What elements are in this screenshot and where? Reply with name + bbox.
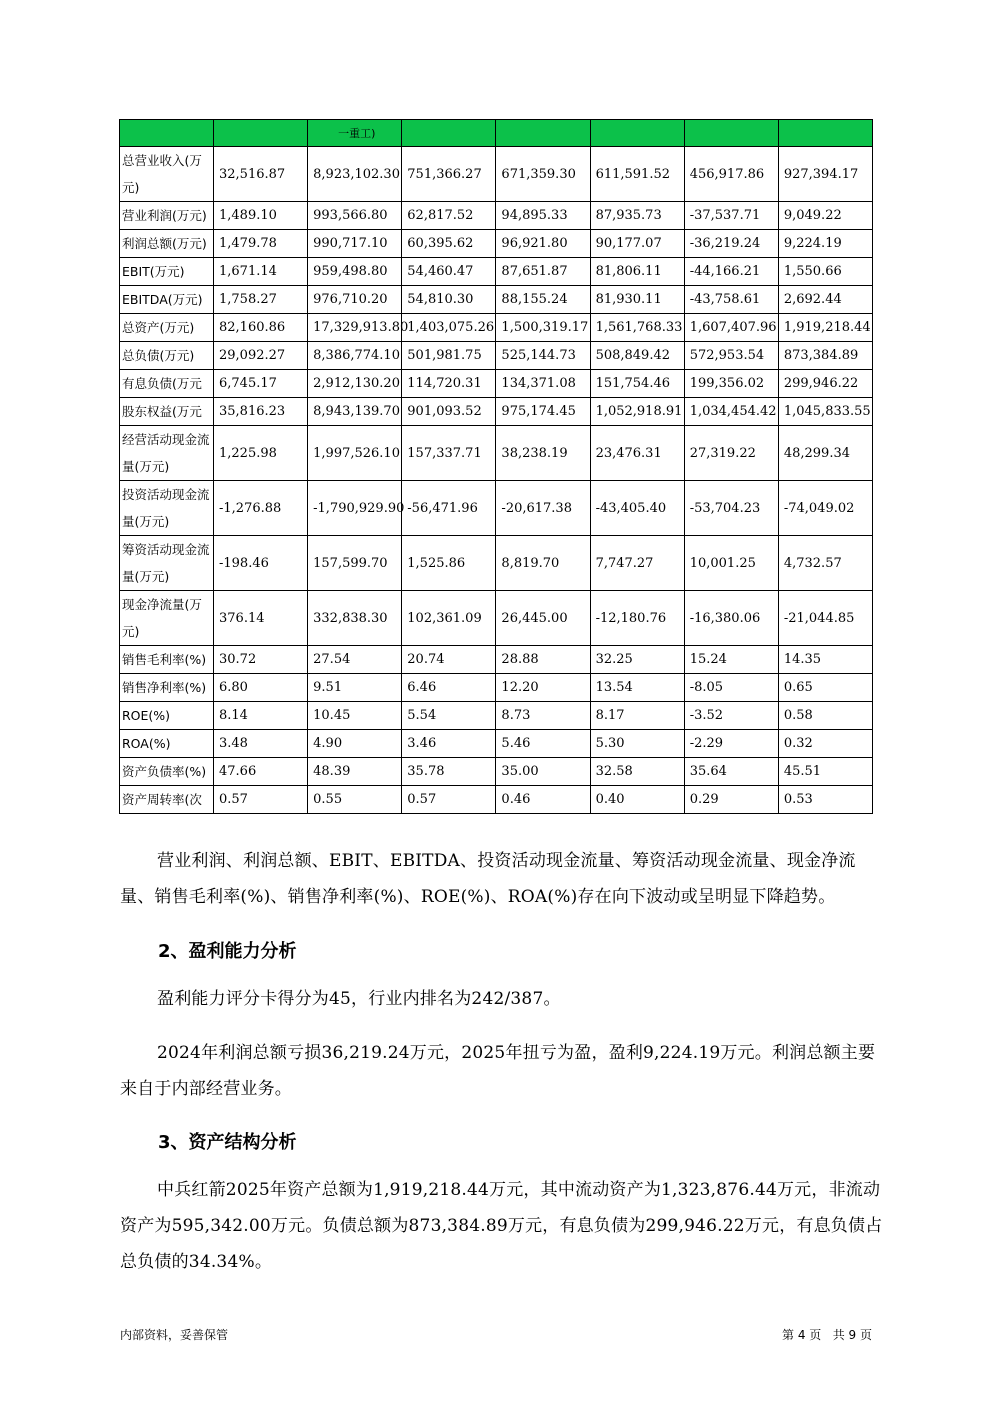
row-label: 营业利润(万元) xyxy=(120,202,214,230)
table-cell: 1,607,407.96 xyxy=(684,314,778,342)
table-cell: 27,319.22 xyxy=(684,426,778,481)
table-cell: 88,155.24 xyxy=(496,286,590,314)
table-cell: -198.46 xyxy=(214,536,308,591)
table-cell: 5.54 xyxy=(402,702,496,730)
table-cell: 1,500,319.17 xyxy=(496,314,590,342)
row-label: 股东权益(万元 xyxy=(120,398,214,426)
table-cell: 8.14 xyxy=(214,702,308,730)
table-row xyxy=(120,786,873,814)
table-cell: 12.20 xyxy=(496,674,590,702)
table-cell: 508,849.42 xyxy=(590,342,684,370)
table-cell: 30.72 xyxy=(214,646,308,674)
table-cell: 114,720.31 xyxy=(402,370,496,398)
table-cell: 1,489.10 xyxy=(214,202,308,230)
table-cell: 8.17 xyxy=(590,702,684,730)
table-cell: 959,498.80 xyxy=(308,258,402,286)
table-row xyxy=(120,286,873,314)
table-cell: 4.90 xyxy=(308,730,402,758)
table-cell: 525,144.73 xyxy=(496,342,590,370)
table-cell: 993,566.80 xyxy=(308,202,402,230)
table-cell: 4,732.57 xyxy=(778,536,872,591)
row-label: 总负债(万元) xyxy=(120,342,214,370)
table-cell: 3.46 xyxy=(402,730,496,758)
table-cell: 0.65 xyxy=(778,674,872,702)
table-cell: 35.00 xyxy=(496,758,590,786)
row-label: 资产负债率(%) xyxy=(120,758,214,786)
table-cell: 151,754.46 xyxy=(590,370,684,398)
table-cell: 0.29 xyxy=(684,786,778,814)
table-cell: 35.78 xyxy=(402,758,496,786)
table-cell: -16,380.06 xyxy=(684,591,778,646)
table-cell: 572,953.54 xyxy=(684,342,778,370)
table-cell: 1,034,454.42 xyxy=(684,398,778,426)
table-cell: 47.66 xyxy=(214,758,308,786)
row-label: 现金净流量(万元) xyxy=(120,591,214,646)
row-label: 筹资活动现金流量(万元) xyxy=(120,536,214,591)
table-row xyxy=(120,370,873,398)
table-cell: 29,092.27 xyxy=(214,342,308,370)
row-label: ROE(%) xyxy=(120,702,214,730)
table-cell: 1,997,526.10 xyxy=(308,426,402,481)
table-header-cell xyxy=(402,120,496,147)
table-row xyxy=(120,230,873,258)
table-row xyxy=(120,481,873,536)
table-cell: -43,405.40 xyxy=(590,481,684,536)
row-label: EBIT(万元) xyxy=(120,258,214,286)
table-cell: -74,049.02 xyxy=(778,481,872,536)
row-label: 利润总额(万元) xyxy=(120,230,214,258)
table-cell: 0.57 xyxy=(214,786,308,814)
table-header-cell xyxy=(778,120,872,147)
table-cell: 0.57 xyxy=(402,786,496,814)
table-row xyxy=(120,674,873,702)
table-cell: 87,651.87 xyxy=(496,258,590,286)
table-row xyxy=(120,342,873,370)
row-label: EBITDA(万元) xyxy=(120,286,214,314)
table-cell: 15.24 xyxy=(684,646,778,674)
table-cell: 54,810.30 xyxy=(402,286,496,314)
table-cell: 8,386,774.10 xyxy=(308,342,402,370)
row-label: 总资产(万元) xyxy=(120,314,214,342)
table-row xyxy=(120,591,873,646)
profitability-score-text: 盈利能力评分卡得分为45，行业内排名为242/387。 xyxy=(157,989,561,1009)
table-cell: 1,561,768.33 xyxy=(590,314,684,342)
table-cell: 3.48 xyxy=(214,730,308,758)
table-cell: 975,174.45 xyxy=(496,398,590,426)
table-cell: -36,219.24 xyxy=(684,230,778,258)
table-header-cell xyxy=(684,120,778,147)
table-cell: 501,981.75 xyxy=(402,342,496,370)
table-header-cell xyxy=(590,120,684,147)
table-cell: 9.51 xyxy=(308,674,402,702)
table-row xyxy=(120,202,873,230)
table-cell: 90,177.07 xyxy=(590,230,684,258)
section-heading-asset-structure: 3、资产结构分析 xyxy=(158,1132,297,1153)
table-cell: 376.14 xyxy=(214,591,308,646)
summary-text: 营业利润、利润总额、EBIT、EBITDA、投资活动现金流量、筹资活动现金流量、现金净流量、销售毛利率(%)、销售净利率(%)、ROE(%)、ROA(%)存在向下波动或呈明显下降趋势。 xyxy=(120,851,856,907)
table-cell: 6,745.17 xyxy=(214,370,308,398)
table-cell: 0.40 xyxy=(590,786,684,814)
table-cell: 611,591.52 xyxy=(590,147,684,202)
table-row xyxy=(120,426,873,481)
table-cell: -43,758.61 xyxy=(684,286,778,314)
table-row xyxy=(120,314,873,342)
table-cell: 94,895.33 xyxy=(496,202,590,230)
table-cell: 2,692.44 xyxy=(778,286,872,314)
table-cell: 1,045,833.55 xyxy=(778,398,872,426)
table-cell: 873,384.89 xyxy=(778,342,872,370)
row-label: 经营活动现金流量(万元) xyxy=(120,426,214,481)
table-cell: 1,225.98 xyxy=(214,426,308,481)
table-cell: 1,525.86 xyxy=(402,536,496,591)
table-cell: 901,093.52 xyxy=(402,398,496,426)
asset-structure-text: 中兵红箭2025年资产总额为1,919,218.44万元，其中流动资产为1,323,876.44万元，非流动资产为595,342.00万元。负债总额为873,384.89万元，有息负债为299,946.22万元，有息负债占总负债的34.34%。 xyxy=(120,1180,883,1272)
table-cell: 87,935.73 xyxy=(590,202,684,230)
table-cell: 14.35 xyxy=(778,646,872,674)
table-cell: 0.58 xyxy=(778,702,872,730)
table-row xyxy=(120,646,873,674)
table-cell: 96,921.80 xyxy=(496,230,590,258)
table-cell: -56,471.96 xyxy=(402,481,496,536)
table-cell: 38,238.19 xyxy=(496,426,590,481)
table-cell: 82,160.86 xyxy=(214,314,308,342)
footer-page-number: 第 4 页 共 9 页 xyxy=(782,1328,872,1342)
table-cell: 2,912,130.20 xyxy=(308,370,402,398)
financial-table xyxy=(119,119,873,814)
table-cell: 62,817.52 xyxy=(402,202,496,230)
table-row xyxy=(120,730,873,758)
table-cell: 7,747.27 xyxy=(590,536,684,591)
table-cell: -2.29 xyxy=(684,730,778,758)
table-cell: -21,044.85 xyxy=(778,591,872,646)
table-header-cell xyxy=(496,120,590,147)
table-cell: 0.55 xyxy=(308,786,402,814)
table-cell: 1,758.27 xyxy=(214,286,308,314)
table-row xyxy=(120,398,873,426)
table-row xyxy=(120,258,873,286)
table-header-cell: 一重工) xyxy=(308,120,402,147)
table-cell: 0.32 xyxy=(778,730,872,758)
table-header-cell xyxy=(120,120,214,147)
table-cell: 32.25 xyxy=(590,646,684,674)
table-cell: 81,930.11 xyxy=(590,286,684,314)
table-cell: 0.46 xyxy=(496,786,590,814)
table-cell: 0.53 xyxy=(778,786,872,814)
table-cell: 1,052,918.91 xyxy=(590,398,684,426)
table-cell: 54,460.47 xyxy=(402,258,496,286)
table-cell: 45.51 xyxy=(778,758,872,786)
table-cell: 751,366.27 xyxy=(402,147,496,202)
table-cell: 9,049.22 xyxy=(778,202,872,230)
table-cell: 671,359.30 xyxy=(496,147,590,202)
table-cell: 157,337.71 xyxy=(402,426,496,481)
table-cell: 5.46 xyxy=(496,730,590,758)
table-row xyxy=(120,147,873,202)
table-cell: -53,704.23 xyxy=(684,481,778,536)
table-row xyxy=(120,536,873,591)
row-label: 有息负债(万元 xyxy=(120,370,214,398)
table-cell: -37,537.71 xyxy=(684,202,778,230)
table-cell: 976,710.20 xyxy=(308,286,402,314)
table-cell: 32,516.87 xyxy=(214,147,308,202)
table-header-cell xyxy=(214,120,308,147)
row-label: 总营业收入(万元) xyxy=(120,147,214,202)
profitability-score-paragraph xyxy=(120,981,885,1017)
table-cell: 35,816.23 xyxy=(214,398,308,426)
table-cell: 26,445.00 xyxy=(496,591,590,646)
table-cell: 990,717.10 xyxy=(308,230,402,258)
table-cell: 13.54 xyxy=(590,674,684,702)
table-cell: 28.88 xyxy=(496,646,590,674)
table-cell: 6.80 xyxy=(214,674,308,702)
table-cell: 8,943,139.70 xyxy=(308,398,402,426)
table-cell: -1,790,929.90 xyxy=(308,481,402,536)
section-heading-profitability: 2、盈利能力分析 xyxy=(158,941,297,962)
table-cell: -3.52 xyxy=(684,702,778,730)
table-cell: 6.46 xyxy=(402,674,496,702)
table-row xyxy=(120,702,873,730)
table-cell: 60,395.62 xyxy=(402,230,496,258)
row-label: ROA(%) xyxy=(120,730,214,758)
footer-confidential: 内部资料，妥善保管 xyxy=(120,1328,229,1342)
table-cell: 157,599.70 xyxy=(308,536,402,591)
table-cell: -44,166.21 xyxy=(684,258,778,286)
table-cell: 35.64 xyxy=(684,758,778,786)
table-cell: 102,361.09 xyxy=(402,591,496,646)
table-cell: -8.05 xyxy=(684,674,778,702)
profit-text: 2024年利润总额亏损36,219.24万元，2025年扭亏为盈，盈利9,224.19万元。利润总额主要来自于内部经营业务。 xyxy=(120,1043,876,1099)
table-cell: -20,617.38 xyxy=(496,481,590,536)
table-cell: 20.74 xyxy=(402,646,496,674)
table-cell: 1,403,075.26 xyxy=(402,314,496,342)
row-label: 投资活动现金流量(万元) xyxy=(120,481,214,536)
row-label: 销售净利率(%) xyxy=(120,674,214,702)
table-cell: 5.30 xyxy=(590,730,684,758)
row-label: 销售毛利率(%) xyxy=(120,646,214,674)
table-cell: 1,550.66 xyxy=(778,258,872,286)
table-cell: 456,917.86 xyxy=(684,147,778,202)
table-cell: 9,224.19 xyxy=(778,230,872,258)
table-cell: 23,476.31 xyxy=(590,426,684,481)
table-cell: 1,671.14 xyxy=(214,258,308,286)
asset-structure-paragraph xyxy=(120,1172,885,1280)
table-cell: 299,946.22 xyxy=(778,370,872,398)
table-cell: 81,806.11 xyxy=(590,258,684,286)
table-cell: 10,001.25 xyxy=(684,536,778,591)
table-cell: 1,919,218.44 xyxy=(778,314,872,342)
summary-paragraph xyxy=(120,843,885,915)
table-cell: 8,819.70 xyxy=(496,536,590,591)
table-cell: 1,479.78 xyxy=(214,230,308,258)
table-cell: -1,276.88 xyxy=(214,481,308,536)
table-cell: 17,329,913.80 xyxy=(308,314,402,342)
table-cell: 48,299.34 xyxy=(778,426,872,481)
table-row xyxy=(120,758,873,786)
table-cell: 332,838.30 xyxy=(308,591,402,646)
table-cell: 32.58 xyxy=(590,758,684,786)
table-cell: 199,356.02 xyxy=(684,370,778,398)
table-cell: -12,180.76 xyxy=(590,591,684,646)
table-cell: 134,371.08 xyxy=(496,370,590,398)
table-cell: 8.73 xyxy=(496,702,590,730)
table-cell: 48.39 xyxy=(308,758,402,786)
table-cell: 27.54 xyxy=(308,646,402,674)
table-cell: 8,923,102.30 xyxy=(308,147,402,202)
table-cell: 10.45 xyxy=(308,702,402,730)
profit-paragraph xyxy=(120,1035,885,1107)
row-label: 资产周转率(次 xyxy=(120,786,214,814)
table-cell: 927,394.17 xyxy=(778,147,872,202)
table-header-row xyxy=(120,120,873,147)
